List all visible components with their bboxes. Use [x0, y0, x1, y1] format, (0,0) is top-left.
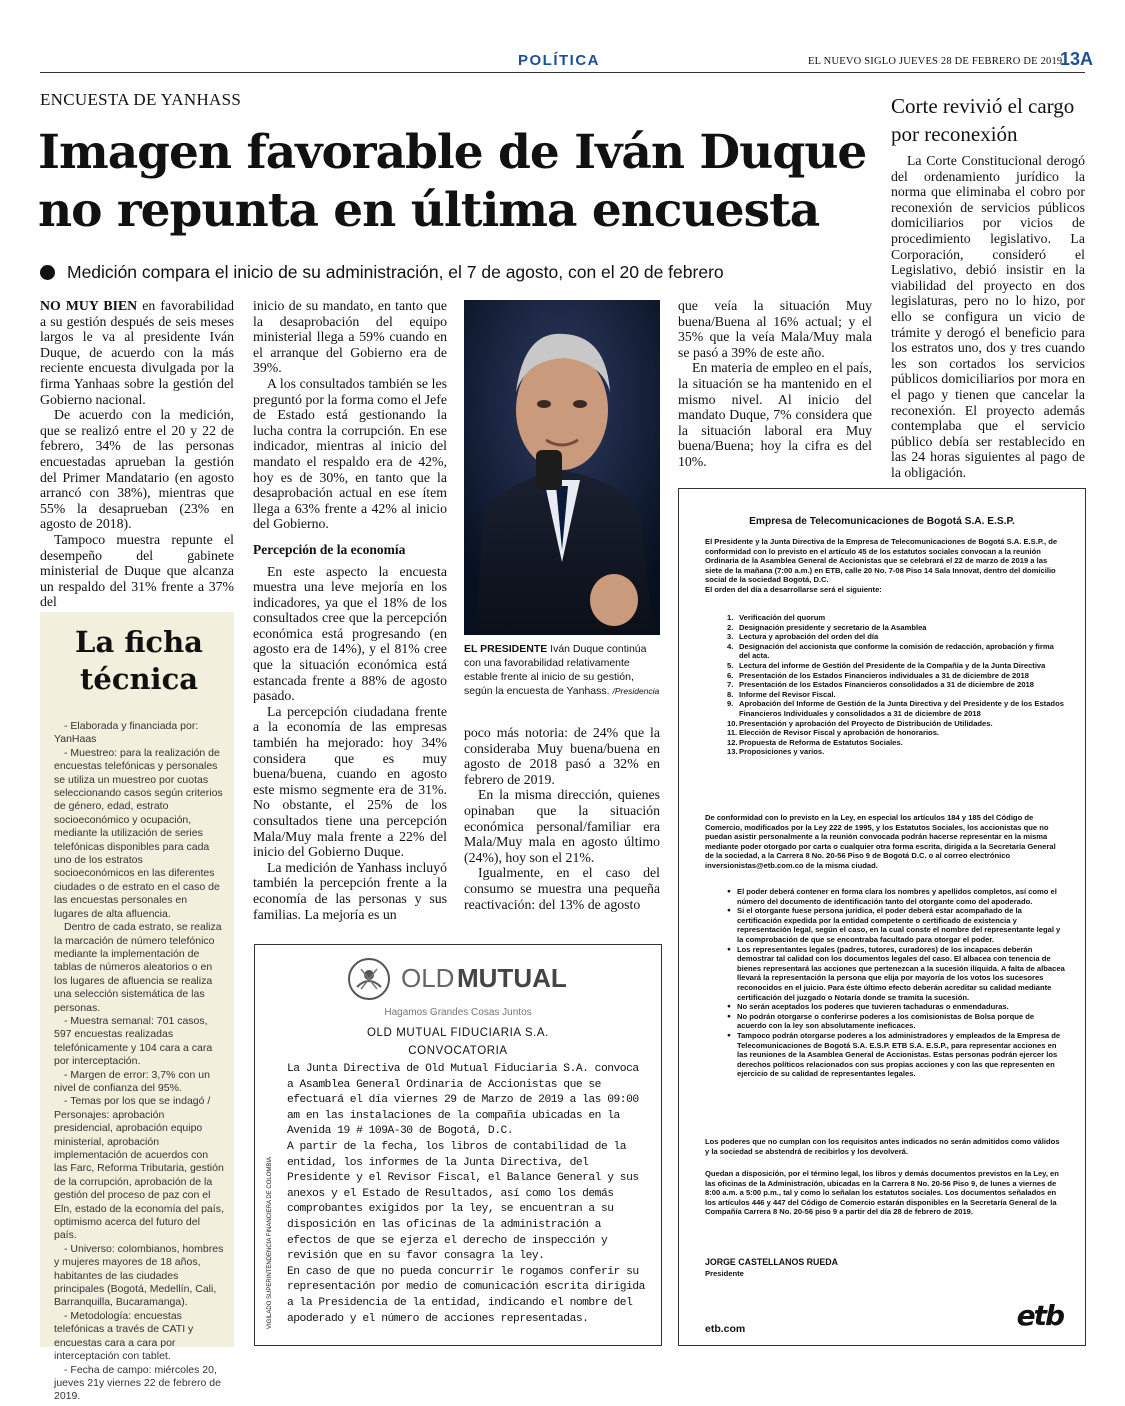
ficha-item: - Fecha de campo: miércoles 20, jueves 21y viernes 22 de febrero de 2019.	[54, 1363, 221, 1403]
agenda-item: 11. Elección de Revisor Fiscal y aprobación de honorarios.	[727, 728, 940, 738]
paragraph: A partir de la fecha, los libros de contabilidad de la entidad, los informes de la Junta Directiva, del Presidente y el Revisor Fiscal, el Balance General y sus anexos y el Estado de Resultados, así como los demás comprobantes exigidos por la ley, se encuentran a su disposición en las oficinas de la administración a efectos de que se ejerza el derecho de inspección y revisión que en su favor consagra la ley.	[287, 1140, 639, 1263]
article-column-3	[464, 725, 660, 912]
requirement-item: ● El poder deberá contener en forma clara los nombres y apellidos completos, así como el número del documento de identificación tanto del otorgante como del apoderado.	[705, 887, 1065, 906]
etb-notice	[678, 488, 1086, 1346]
header-rule	[40, 72, 1085, 73]
agenda-item: 5. Lectura del informe de Gestión del Presidente de la Compañía y de la Junta Directiva	[727, 660, 1046, 670]
paragraph: poco más notoria: de 24% que la consideraba Muy buena/buena en agosto de 2018 pasó a 32% en febrero de 2019.	[464, 725, 660, 787]
article-column-2	[253, 298, 447, 922]
requirement-item: ● Si el otorgante fuese persona jurídica, el poder deberá estar acompañado de la certificación expedida por la entidad competente o certificado de existencia y representación legal, según el caso, en la cual conste el nombre del representante legal y la comprobación de que se encontraba facultado para otorgar el poder.	[705, 906, 1065, 944]
agenda-item: 8. Informe del Revisor Fiscal.	[727, 689, 836, 699]
ficha-item: - Muestra semanal: 701 casos, 597 encuestas realizadas telefónicamente y 104 cara a cara por interceptación.	[54, 1014, 213, 1068]
article-subhead: Percepción de la economía	[253, 541, 406, 557]
brand-old: OLD	[401, 963, 455, 993]
old-mutual-slogan: Hagamos Grandes Cosas Juntos	[384, 1007, 532, 1018]
ficha-item: - Elaborada y financiada por: YanHaas	[54, 720, 199, 746]
old-mutual-emblem-icon	[347, 957, 391, 1001]
old-mutual-logo	[347, 957, 569, 1001]
ficha-body	[54, 720, 224, 1404]
president-photo	[464, 300, 660, 635]
paragraph: En caso de que no pueda concurrir le rogamos conferir su representación por medio de comunicación escrita dirigida a la Presidencia de la entidad, indicando el nombre del apoderado y el número de acciones representadas.	[287, 1265, 645, 1325]
lead-in: NO MUY BIEN	[40, 298, 138, 313]
ficha-tecnica-box	[40, 612, 234, 1403]
sidebar-title: Corte revivió el cargo por reconexión	[891, 94, 1075, 146]
agenda-item: 3. Lectura y aprobación del orden del día	[727, 632, 879, 642]
agenda-item: 10. Presentación y aprobación del Proyecto de Distribución de Utilidades.	[727, 718, 993, 728]
signer-role: Presidente	[705, 1269, 744, 1278]
paragraph: En este aspecto la encuesta muestra una leve mejoría en los indicadores, ya que el 18% de los consultados cree que la percepción económica está progresando (en agosto era de 14%), y el 81% cree que la situación económica está estancada frente a 88% de agosto pasado.	[253, 563, 447, 704]
agenda-item: 13. Proposiciones y varios.	[727, 747, 825, 757]
paragraph: En materia de empleo en el país, la situación se ha mantenido en el mismo nivel. Al inicio del mandato Duque, 7% considera que la situación laboral era Muy buena/Buena; hoy la cifra es del 10%.	[678, 360, 872, 469]
ficha-item: - Margen de error: 3,7% con un nivel de confianza del 95%.	[54, 1068, 210, 1094]
ficha-item: - Universo: colombianos, hombres y mujeres mayores de 18 años, habitantes de las ciudades principales (Bogotá, Medellín, Cali, Barranquilla, Bucaramanga).	[54, 1242, 224, 1309]
agenda-item: 12. Propuesta de Reforma de Estatutos Sociales.	[727, 737, 903, 747]
agenda-item: 4. Designación del accionista que conforme la comisión de redacción, aprobación y firma del acta.	[727, 641, 1054, 661]
article-column-1	[40, 298, 234, 610]
old-mutual-body	[287, 1062, 651, 1327]
old-mutual-convocatoria: CONVOCATORIA	[408, 1045, 508, 1057]
etb-website: etb.com	[705, 1323, 746, 1335]
paragraph: La Corte Constitucional derogó del ordenamiento jurídico la norma que eliminaba el cobro por reconexión de servicios públicos domiciliarios por vicios de procedimiento legislativo. La Corporación, consideró el Legislativo, debió insistir en la viabilidad del proyecto en dos legislaturas, pero no lo hizo, por ello se configura un vicio de trámite y derogó el beneficio para los estratos uno, dos y tres cuando les son cortados los servicios públicos domiciliarios por mora en el pago y tienen que cancelar la reconexión. El proyecto además contemplaba que el servicio público debía ser restablecido en las 24 horas siguientes al pago de la obligación.	[891, 153, 1085, 480]
deck-text: Medición compara el inicio de su administración, el 7 de agosto, con el 20 de febrero	[67, 262, 724, 282]
etb-availability: Quedan a disposición, por el término legal, los libros y demás documentos previstos en la Ley, en las oficinas de la Administración, ubicadas en la Carrera 8 No. 20-56 Piso 9, de lunes a viernes de 8:00 a.m. a 5:00 p.m., tal y como lo señalan los estatutos sociales. Los documentos señalados en los artículos 446 y 447 del Código de Comercio estarán disponibles en la Secretaría General de la Compañía Carrera 8 No. 20-56 piso 9 a partir del día 28 de febrero de 2019.	[705, 1169, 1059, 1217]
agenda-item: 1. Verificación del quorum	[727, 613, 826, 622]
agenda-item: 6. Presentación de los Estados Financieros individuales a 31 de diciembre de 2018	[727, 670, 1029, 680]
requirement-item: ● No podrán otorgarse o conferirse poderes a los comisionistas de Bolsa porque de acuerdo con la ley son absolutamente ineficaces.	[705, 1012, 1065, 1031]
ficha-title: La ficha técnica	[75, 625, 203, 696]
etb-conformidad: De conformidad con lo previsto en la Ley, en especial los artículos 184 y 185 del Código de Comercio, modificados por la Ley 222 de 1995, y los Estatutos Sociales, los accionistas que no puedan asistir personalmente a la reunión convocada podrán hacerse representar en la misma mediante poder otorgado por carta o cualquier otra forma escrita, dirigida a la Secretaría General de la sociedad, a la Carrera 8 No. 20-56 Piso 9 de Bogotá D.C. o al correo electrónico inversionistas@etb.com.co de la misma ciudad.	[705, 813, 1056, 870]
vigilado-stamp: VIGILADO SUPERINTENDENCIA FINANCIERA DE COLOMBIA	[267, 1156, 273, 1329]
bullet-icon	[40, 265, 55, 280]
sidebar-body	[891, 153, 1085, 480]
ficha-item: Dentro de cada estrato, se realiza la marcación de número telefónico mediante la implementación de tablas de números aleatorios o en los lugares de afluencia se realiza una selección sistemática de las personas.	[54, 921, 222, 1014]
photo-caption: EL PRESIDENTE Iván Duque continúa con una favorabilidad relativamente estable frente al inicio de su gestión, según la encuesta de Yanhass. /Presidencia	[464, 643, 660, 697]
paragraph: Igualmente, en el caso del consumo se muestra una pequeña reactivación: del 13% de agosto	[464, 865, 660, 912]
etb-signature	[705, 1257, 838, 1279]
ficha-item: - Muestreo: para la realización de encuestas telefónicas y personales se utiliza un muestreo por cuotas seleccionando casos según criterios de género, edad, estrato socioeconómico y ocupación, mediante la utilización de series telefónicas disponibles para cada uno de los estratos socioeconómicos en las diferentes ciudades o de estrato en el caso de las encuestas personales en lugares de alta afluencia.	[54, 746, 223, 920]
ficha-item: - Metodología: encuestas telefónicas a través de CATI y encuestas cara a cara por interceptación con tablet.	[54, 1309, 194, 1363]
paragraph: De acuerdo con la medición, que se realizó entre el 20 y 22 de febrero, 34% de las personas encuestadas aprueban la gestión del Primer Mandatario (en agosto arrancó con 38%), mientras que 55% la desaprueban (23% en agosto de 2018).	[40, 407, 234, 532]
agenda-item: 2. Designación presidente y secretario de la Asamblea	[727, 622, 927, 632]
page-number: 13A	[1060, 49, 1094, 69]
paragraph: A los consultados también se les preguntó por la forma como el Jefe de Estado está gestionando la lucha contra la corrupción. En ese indicador, mientras al inicio del mandato el respaldo era de 42%, hoy es de 30%, en tanto que la desaprobación actual en ese ítem llega a 63% frente a 42% al inicio del Gobierno.	[253, 375, 447, 532]
article-kicker: ENCUESTA DE YANHASS	[40, 90, 242, 109]
agenda-item: 9. Aprobación del Informe de Gestión de la Junta Directiva y del Presidente y de los Estados Financieros Individuales y consolidados a 31 de diciembre de 2018	[727, 699, 1064, 718]
paragraph: que veía la situación Muy buena/Buena al 16% actual; y el 35% que la veía Mala/Muy mala se pasó a 39% de este año.	[678, 298, 872, 360]
etb-logo: etb	[1016, 1299, 1063, 1332]
article-column-4	[678, 298, 872, 470]
etb-agenda	[705, 613, 1065, 757]
article-deck	[40, 262, 724, 283]
requirement-item: ● Tampoco podrán otorgarse poderes a los administradores y empleados de la Empresa de Telecomunicaciones de Bogotá S.A. E.S.P. ETB S.A. E.S.P., para representar acciones en las reuniones de la Asamblea General de Accionistas. Estas personas podrán ejercer los derechos políticos relacionados con sus propias acciones y con las que representen en ejercicio de su calidad de representantes legales.	[705, 1031, 1065, 1079]
etb-note: Los poderes que no cumplan con los requisitos antes indicados no serán admitidos como válidos y la sociedad se abstendrá de recibirlos y los devolverá.	[705, 1137, 1060, 1156]
etb-requirements	[705, 887, 1065, 1079]
etb-title: Empresa de Telecomunicaciones de Bogotá S.A. E.S.P.	[749, 516, 1015, 527]
ficha-item: - Temas por los que se indagó / Personajes: aprobación presidencial, aprobación equipo ministerial, aprobación implementación de acuerdos con las Farc, Reforma Tributaria, gestión de la corrupción, aprobación de la gestión del proceso de paz con el Eln, estado de la economía del país, optimismo acerca del futuro del país.	[54, 1095, 224, 1242]
requirement-item: ● No serán aceptados los poderes que tuvieren tachaduras o enmendaduras.	[705, 1002, 1065, 1012]
photo-credit: /Presidencia	[612, 686, 660, 696]
etb-intro: El Presidente y la Junta Directiva de la Empresa de Telecomunicaciones de Bogotá S.A. E.S.P., de conformidad con lo previsto en el artículo 45 de los estatutos sociales convocan a la reunión Ordinaria de la Asamblea General de Accionistas que se celebrará el 22 de marzo de 2019 a las siete de la mañana (7:00 a.m.) en ETB, calle 20 No. 7-08 Piso 14 Sala Innovat, dentro del domicilio social de la sociedad Bogotá, D.C. El orden del día a desarrollarse será el siguiente:	[705, 537, 1058, 594]
paragraph: NO MUY BIEN en favorabilidad a su gestión después de seis meses largos le va al presidente Iván Duque, de acuerdo con la más reciente encuesta divulgada por la firma Yanhaas sobre la gestión del Gobierno nacional.	[40, 298, 234, 407]
brand-mutual: MUTUAL	[457, 963, 567, 993]
paragraph: La Junta Directiva de Old Mutual Fiduciaria S.A. convoca a Asamblea General Ordinaria de Accionistas que se efectuará el día viernes 29 de Marzo de 2019 a las 09:00 am en las instalaciones de la compañía ubicadas en la Avenida 19 # 109A-30 de Bogotá, D.C.	[287, 1063, 639, 1138]
president-portrait-illustration	[464, 300, 660, 635]
paragraph: inicio de su mandato, en tanto que la desaprobación del equipo ministerial llega a 59% cuando en el arranque del Gobierno era de 39%.	[253, 298, 447, 376]
old-mutual-company: OLD MUTUAL FIDUCIARIA S.A.	[367, 1027, 549, 1039]
requirement-item: ● Los representantes legales (padres, tutores, curadores) de los incapaces deberán demostrar tal calidad con los documentos legales del caso. El albacea con tenencia de bienes representará las acciones que pertenezcan a la sucesión ilíquida. A falta de albacea llevará la representación la persona que elija por mayoría de los votos los sucesores reconocidos en el juicio. Para éste último efecto deberán acreditar su calidad mediante certificación del juzgado o Notaría donde se tramita la sucesión.	[705, 945, 1065, 1003]
article-headline: Imagen favorable de Iván Duque no repunta en última encuesta	[38, 125, 867, 238]
paragraph: En la misma dirección, quienes opinaban que la situación económica personal/familiar era Mala/Muy mala en agosto último (24%), hoy son el 21%.	[464, 787, 660, 865]
section-name: POLÍTICA	[518, 52, 600, 69]
agenda-item: 7. Presentación de los Estados Financieros consolidados a 31 de diciembre de 2018	[727, 680, 1034, 690]
publication-dateline: EL NUEVO SIGLO JUEVES 28 DE FEBRERO DE 2019	[808, 56, 1063, 67]
paragraph: La medición de Yanhass incluyó también la percepción frente a la economía de las personas y sus familias. La mejoría es un	[253, 859, 447, 922]
paragraph: Tampoco muestra repunte el desempeño del gabinete ministerial de Duque que alcanza un respaldo del 31% frente a 37% del	[40, 531, 234, 610]
signer-name: JORGE CASTELLANOS RUEDA	[705, 1257, 838, 1267]
paragraph: La percepción ciudadana frente a la economía de las empresas también ha mejorado: hoy 34% considera que es muy buena/buena, cuando en agosto este mismo segmente era de 31%. No obstante, el 25% de los consultados tiene una percepción Mala/Muy mala frente a 22% del inicio del Gobierno Duque.	[253, 703, 447, 860]
old-mutual-notice	[254, 944, 662, 1346]
